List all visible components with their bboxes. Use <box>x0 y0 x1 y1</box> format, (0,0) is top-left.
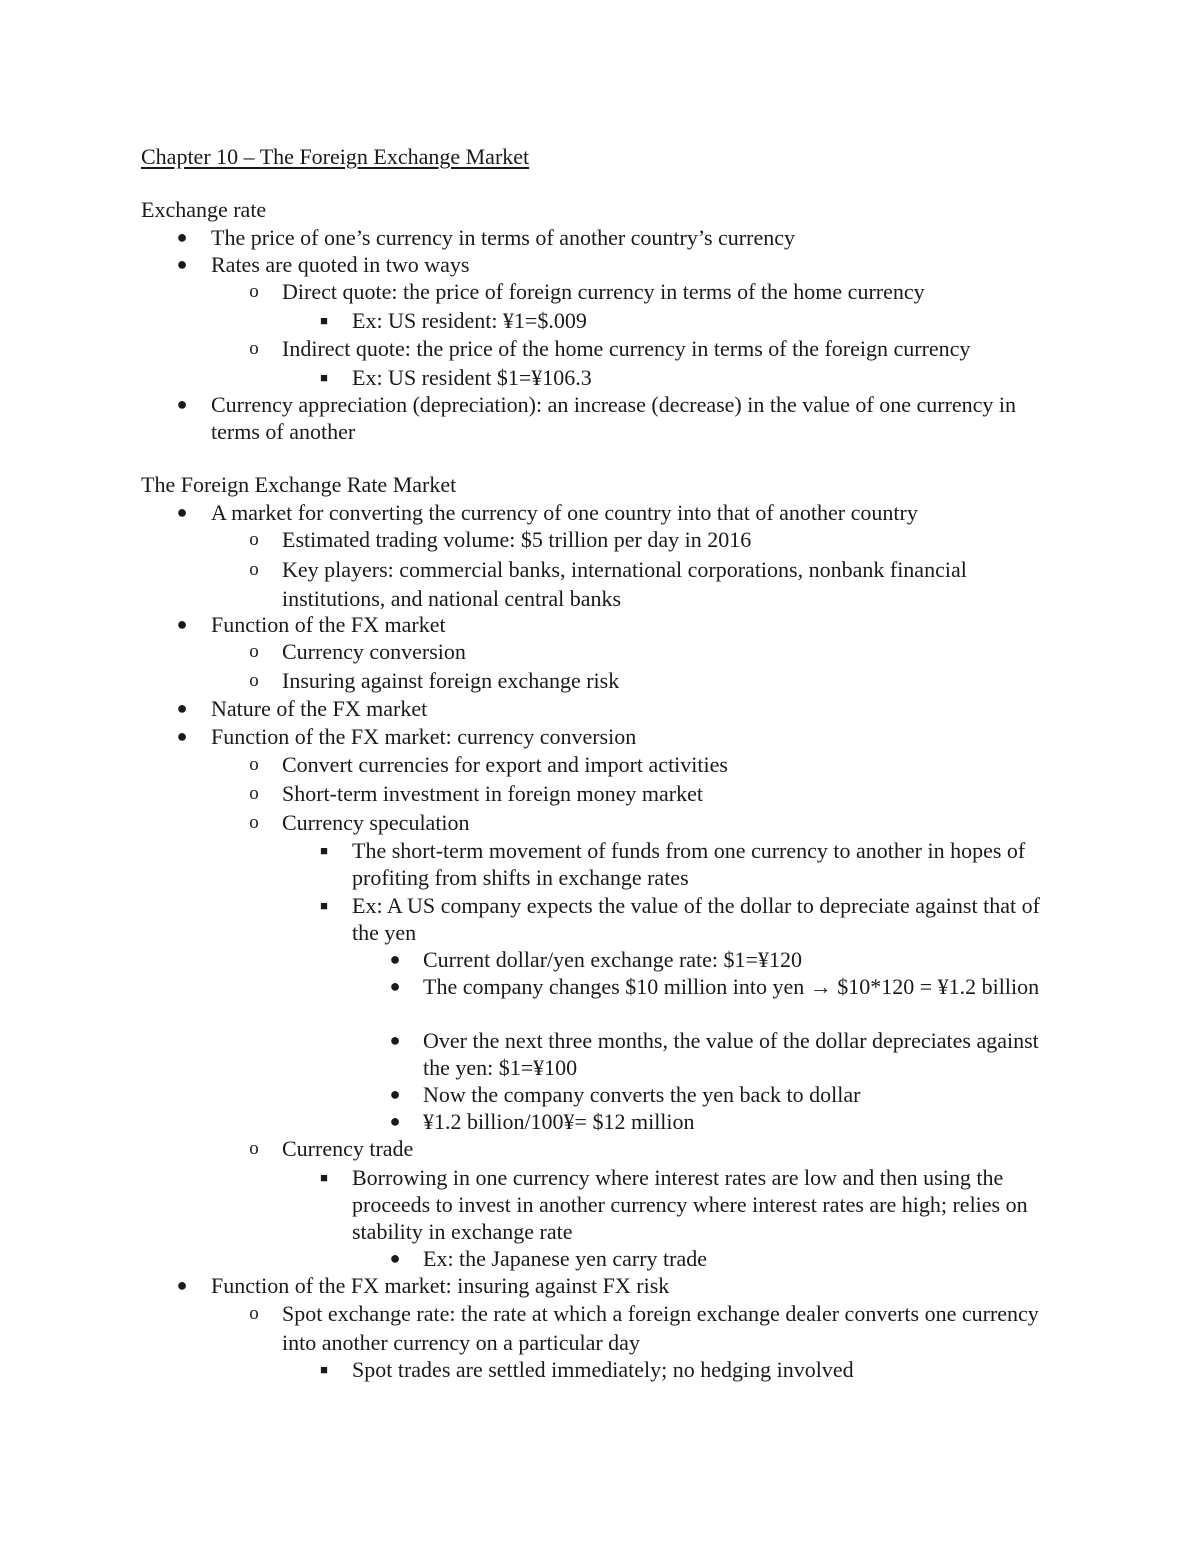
circle-marker: o <box>249 1303 259 1324</box>
list-item <box>249 335 1062 362</box>
bullet-marker: ● <box>389 1111 401 1131</box>
circle-marker: o <box>249 641 259 662</box>
list-item <box>389 973 1063 1000</box>
list-item-text: Convert currencies for export and import activities <box>282 752 728 777</box>
list-item-text: Ex: A US company expects the value of the dollar to depreciate against that of the yen <box>352 893 1040 945</box>
list-item <box>249 667 1062 694</box>
bullet-marker: ● <box>176 726 188 746</box>
circle-marker: o <box>249 559 259 580</box>
bullet-marker: ● <box>389 1248 401 1268</box>
list-item <box>176 391 1061 445</box>
list-item-text: The price of one’s currency in terms of another country’s currency <box>211 225 795 250</box>
list-item <box>176 251 1061 278</box>
bullet-marker: ● <box>176 394 188 414</box>
list-item-text: Estimated trading volume: $5 trillion per day in 2016 <box>282 527 752 552</box>
list-item-text: Spot exchange rate: the rate at which a foreign exchange dealer converts one currency into another currency on a particular day <box>282 1301 1039 1355</box>
list-item <box>249 751 1062 778</box>
list-item <box>249 1299 1062 1357</box>
circle-marker: o <box>249 529 259 550</box>
square-marker: ■ <box>320 843 328 858</box>
list-item-text: Currency appreciation (depreciation): an increase (decrease) in the value of one currency in terms of another <box>211 392 1017 444</box>
list-item <box>320 364 1062 391</box>
bullet-marker: ● <box>176 227 188 247</box>
list-item <box>176 723 1061 750</box>
list-item-text: Currency speculation <box>282 810 470 835</box>
list-item-text: Borrowing in one currency where interest rates are low and then using the proceeds to invest in another currency where interest rates are high; relies on stability in exchange rate <box>352 1165 1028 1244</box>
circle-marker: o <box>249 281 259 302</box>
square-marker: ■ <box>320 370 328 385</box>
list-item-text: Rates are quoted in two ways <box>211 252 470 277</box>
bullet-marker: ● <box>176 698 188 718</box>
circle-marker: o <box>249 338 259 359</box>
square-marker: ■ <box>320 898 328 913</box>
list-item <box>389 1027 1063 1081</box>
list-item-text: Ex: US resident: ¥1=$.009 <box>352 308 587 333</box>
list-item-text: Currency conversion <box>282 639 466 664</box>
list-item-text: Function of the FX market: insuring against FX risk <box>211 1273 670 1298</box>
bullet-marker: ● <box>176 254 188 274</box>
bullet-marker: ● <box>176 502 188 522</box>
bullet-marker: ● <box>176 614 188 634</box>
list-item <box>176 695 1061 722</box>
section-heading-fx-market: The Foreign Exchange Rate Market <box>141 472 457 497</box>
circle-marker: o <box>249 754 259 775</box>
list-item <box>176 1272 1061 1299</box>
list-item-text: Short-term investment in foreign money market <box>282 781 703 806</box>
bullet-marker: ● <box>389 976 401 996</box>
list-item <box>389 1245 1063 1272</box>
list-item <box>249 780 1062 807</box>
bullet-marker: ● <box>389 1030 401 1050</box>
list-item <box>320 892 1062 946</box>
square-marker: ■ <box>320 1362 328 1377</box>
circle-marker: o <box>249 812 259 833</box>
list-item-text: The company changes $10 million into yen → $10*120 = ¥1.2 billion <box>423 974 1040 999</box>
list-item <box>389 946 1063 973</box>
bullet-marker: ● <box>389 1084 401 1104</box>
section-heading-exchange-rate: Exchange rate <box>141 197 267 222</box>
list-item-text: Over the next three months, the value of the dollar depreciates against the yen: $1=¥100 <box>423 1028 1039 1080</box>
bullet-marker: ● <box>389 949 401 969</box>
list-item-text: Key players: commercial banks, international corporations, nonbank financial institutions, and national central banks <box>282 557 967 611</box>
list-item <box>249 526 1062 553</box>
list-item <box>249 278 1062 305</box>
list-item <box>176 611 1061 638</box>
list-item-text: Function of the FX market: currency conversion <box>211 724 637 749</box>
list-item <box>320 1356 1062 1383</box>
list-item-text: ¥1.2 billion/100¥= $12 million <box>423 1109 695 1134</box>
list-item-text: Function of the FX market <box>211 612 446 637</box>
list-item-text: Now the company converts the yen back to dollar <box>423 1082 861 1107</box>
list-item-text: Indirect quote: the price of the home currency in terms of the foreign currency <box>282 336 971 361</box>
list-item-text: A market for converting the currency of one country into that of another country <box>211 500 918 525</box>
circle-marker: o <box>249 1138 259 1159</box>
list-item-text: Ex: US resident $1=¥106.3 <box>352 365 592 390</box>
list-item-text: Ex: the Japanese yen carry trade <box>423 1246 708 1271</box>
list-item <box>320 1164 1062 1245</box>
list-item-text: Insuring against foreign exchange risk <box>282 668 620 693</box>
list-item-text: Direct quote: the price of foreign currency in terms of the home currency <box>282 279 925 304</box>
list-item <box>249 555 1062 613</box>
list-item-text: The short-term movement of funds from one currency to another in hopes of profiting from shifts in exchange rates <box>352 838 1026 890</box>
list-item-text: Nature of the FX market <box>211 696 428 721</box>
list-item <box>249 809 1062 836</box>
list-item <box>320 307 1062 334</box>
bullet-marker: ● <box>176 1275 188 1295</box>
list-item <box>389 1081 1063 1108</box>
list-item <box>249 638 1062 665</box>
list-item-text: Currency trade <box>282 1136 414 1161</box>
list-item-text: Current dollar/yen exchange rate: $1=¥120 <box>423 947 802 972</box>
page-title: Chapter 10 – The Foreign Exchange Market <box>141 144 530 169</box>
square-marker: ■ <box>320 1170 328 1185</box>
circle-marker: o <box>249 670 259 691</box>
square-marker: ■ <box>320 313 328 328</box>
list-item <box>176 499 1061 526</box>
list-item <box>249 1135 1062 1162</box>
list-item <box>389 1108 1063 1135</box>
list-item-text: Spot trades are settled immediately; no hedging involved <box>352 1357 854 1382</box>
list-item <box>320 837 1062 891</box>
list-item <box>176 224 1061 251</box>
circle-marker: o <box>249 783 259 804</box>
